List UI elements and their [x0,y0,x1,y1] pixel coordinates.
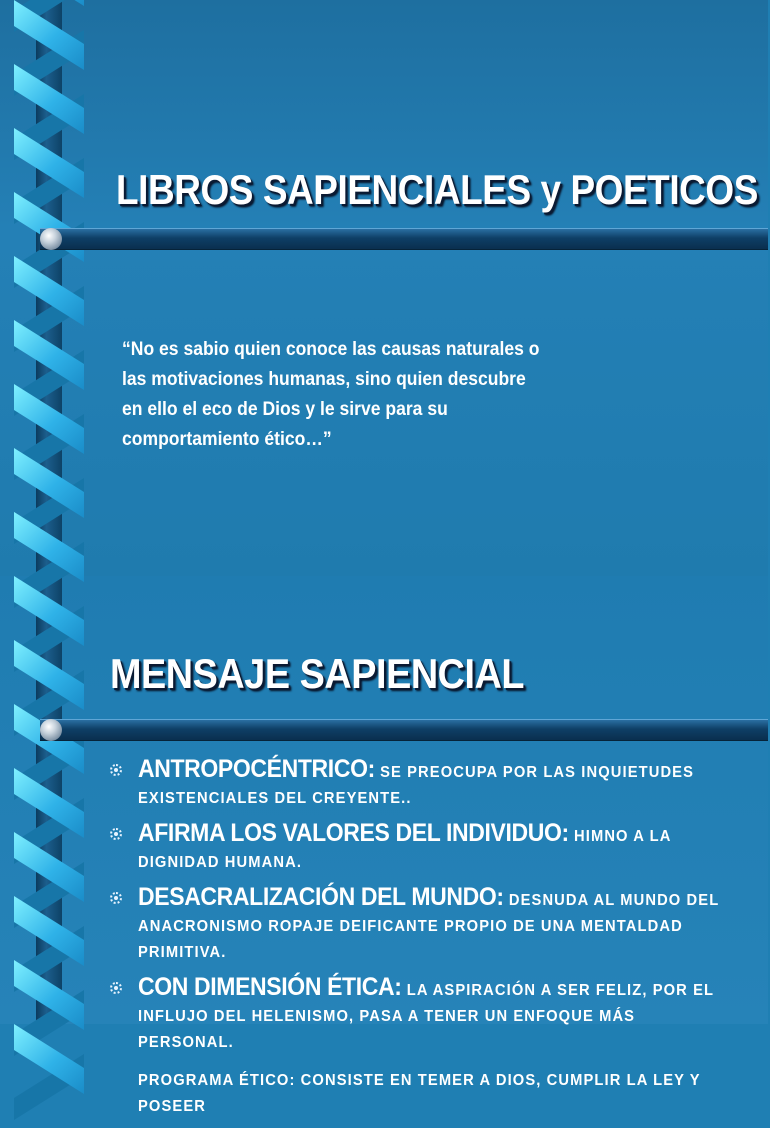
quote-line: “No es sabio quien conoce las causas naturales o [122,338,540,360]
bullet-icon [110,764,122,776]
slide-title: LIBROS SAPIENCIALES y POETICOS [116,166,758,213]
rule-knob [40,228,62,250]
item-text [138,884,719,966]
quote-line: comportamiento ético…” [122,428,332,450]
quote-line: en ello el eco de Dios y le sirve para su [122,398,448,420]
bullet-list [110,756,770,1128]
list-item [110,1064,770,1120]
slide-2 [0,576,768,1115]
item-description: HIMNO A LA DIGNIDAD HUMANA. [138,828,671,871]
list-item [110,974,770,1056]
ribbon-stripes [0,0,95,576]
list-item [110,820,770,876]
item-text [138,756,719,812]
item-heading: DESACRALIZACIÓN DEL MUNDO: [138,883,504,911]
item-description: PROGRAMA ÉTICO: CONSISTE EN TEMER A DIOS, CUMPLIR LA LEY Y POSEER [138,1072,701,1115]
list-item [110,884,770,966]
item-heading: CON DIMENSIÓN ÉTICA: [138,973,402,1001]
item-text [138,974,719,1056]
item-heading: AFIRMA LOS VALORES DEL INDIVIDUO: [138,819,569,847]
bullet-icon [110,828,122,840]
item-description: DESNUDA AL MUNDO DEL ANACRONISMO ROPAJE DEIFICANTE PROPIO DE UNA MENTALDAD PRIMITIVA. [138,892,720,961]
item-description: SE PREOCUPA POR LAS INQUIETUDES EXISTENCIALES DEL CREYENTE.. [138,764,695,807]
bullet-icon [110,982,122,994]
item-description: LA ASPIRACIÓN A SER FELIZ, POR EL INFLUJO DEL HELENISMO, PASA A TENER UN ENFOQUE MÁS PERSONAL. [138,982,714,1051]
quote-text [122,334,608,454]
ribbon-stripes [0,576,95,1024]
item-text [138,820,719,876]
quote-line: las motivaciones humanas, sino quien descubre [122,368,526,390]
rule-knob [40,719,62,741]
title-rule [40,719,768,741]
ribbon-decoration [0,0,95,576]
ribbon-decoration [0,576,95,1024]
item-heading: ANTROPOCÉNTRICO: [138,755,375,783]
bullet-icon [110,892,122,904]
slide-title: MENSAJE SAPIENCIAL [110,650,525,697]
list-item [110,756,770,812]
item-text [138,1064,719,1120]
title-rule [40,228,768,250]
